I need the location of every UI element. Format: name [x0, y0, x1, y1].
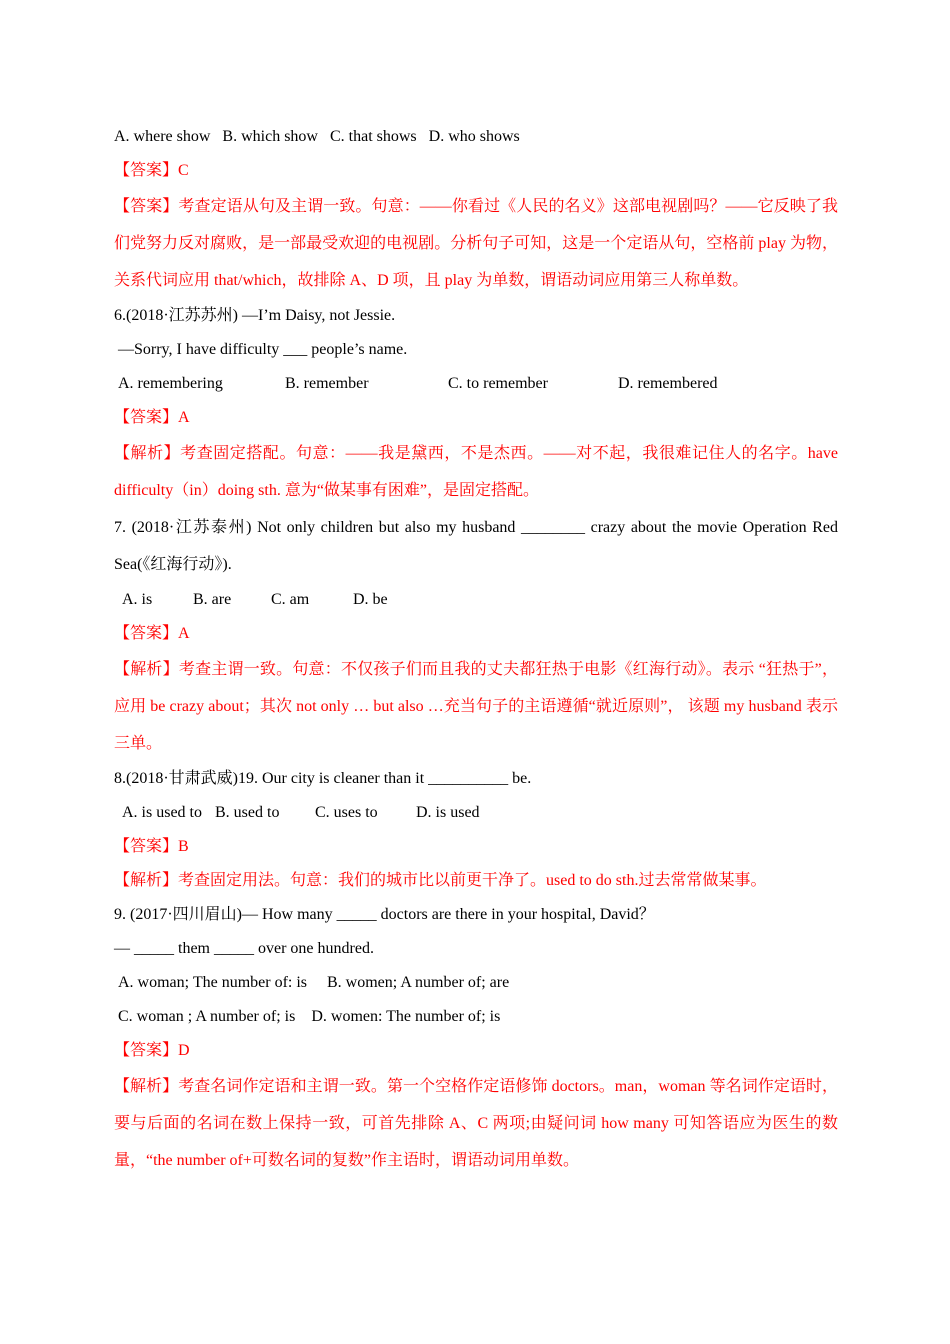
q8-options — [114, 796, 838, 830]
q9-analysis: 【解析】考查名词作定语和主谓一致。第一个空格作定语修饰 doctors。man，woman 等名词作定语时，要与后面的名词在数上保持一致，可首先排除 A、C 两项;由疑问词 how many 可知答语应为医生的数量，“the number of+可数名词的复数”作主语时，谓语动词用单数。 — [114, 1078, 838, 1169]
q9-answer: 【答案】D — [114, 1042, 190, 1059]
q8-answer: 【答案】B — [114, 838, 189, 855]
q6-stem: 6.(2018·江苏苏州) —I’m Daisy, not Jessie. — [114, 307, 396, 324]
q5-options: A. where show B. which show C. that shows D. who shows — [114, 128, 520, 145]
q7-option-d: D. be — [353, 591, 388, 608]
q8-analysis: 【解析】考查固定用法。句意：我们的城市比以前更干净了。used to do sth.过去常常做某事。 — [114, 872, 767, 889]
q7-option-a: A. is — [122, 591, 153, 608]
q7-answer: 【答案】A — [114, 625, 190, 642]
q8-stem: 8.(2018·甘肃武威)19. Our city is cleaner than it __________ be. — [114, 770, 532, 787]
q6-option-a: A. remembering — [118, 375, 223, 392]
q5-answer: 【答案】C — [114, 162, 189, 179]
q9-options-row1: A. woman; The number of: is B. women; A number of; are — [118, 974, 510, 991]
q7-stem: 7. (2018·江苏泰州) Not only children but also my husband ________ crazy about the movie Operation Red Sea(《红海行动》). — [114, 519, 838, 573]
q8-option-b: B. used to — [215, 804, 280, 821]
q7-option-b: B. are — [193, 591, 232, 608]
q9-stem-reply: — _____ them _____ over one hundred. — [114, 940, 374, 957]
q9-stem: 9. (2017·四川眉山)— How many _____ doctors are there in your hospital, David？ — [114, 906, 655, 923]
q8-option-a: A. is used to — [122, 804, 202, 821]
q7-option-c: C. am — [271, 591, 310, 608]
q6-options — [114, 367, 838, 401]
q8-option-d: D. is used — [416, 804, 480, 821]
q6-option-d: D. remembered — [618, 375, 718, 392]
q8-option-c: C. uses to — [315, 804, 378, 821]
q6-option-c: C. to remember — [448, 375, 548, 392]
q5-analysis: 【答案】考查定语从句及主谓一致。句意：——你看过《人民的名义》这部电视剧吗？——它反映了我们党努力反对腐败，是一部最受欢迎的电视剧。分析句子可知，这是一个定语从句，空格前 play 为物，关系代词应用 that/which，故排除 A、D 项，且 play 为单数，谓语动词应用第三人称单数。 — [114, 198, 838, 289]
q7-analysis: 【解析】考查主谓一致。句意：不仅孩子们而且我的丈夫都狂热于电影《红海行动》。表示 “狂热于”， 应用 be crazy about；其次 not only … but also …充当句子的主语遵循“就近原则”， 该题 my husband 表示三单。 — [114, 661, 838, 752]
q6-analysis: 【解析】考查固定搭配。句意：——我是黛西，不是杰西。——对不起，我很难记住人的名字。have difficulty（in）doing sth. 意为“做某事有困难”，是固定搭配。 — [114, 445, 838, 499]
q6-answer: 【答案】A — [114, 409, 190, 426]
q9-options-row2: C. woman ; A number of; is D. women: The number of; is — [118, 1008, 501, 1025]
document-page — [114, 120, 838, 1179]
q6-stem-reply: —Sorry, I have difficulty ___ people’s name. — [118, 341, 408, 358]
q6-option-b: B. remember — [285, 375, 369, 392]
q7-options — [114, 583, 838, 617]
